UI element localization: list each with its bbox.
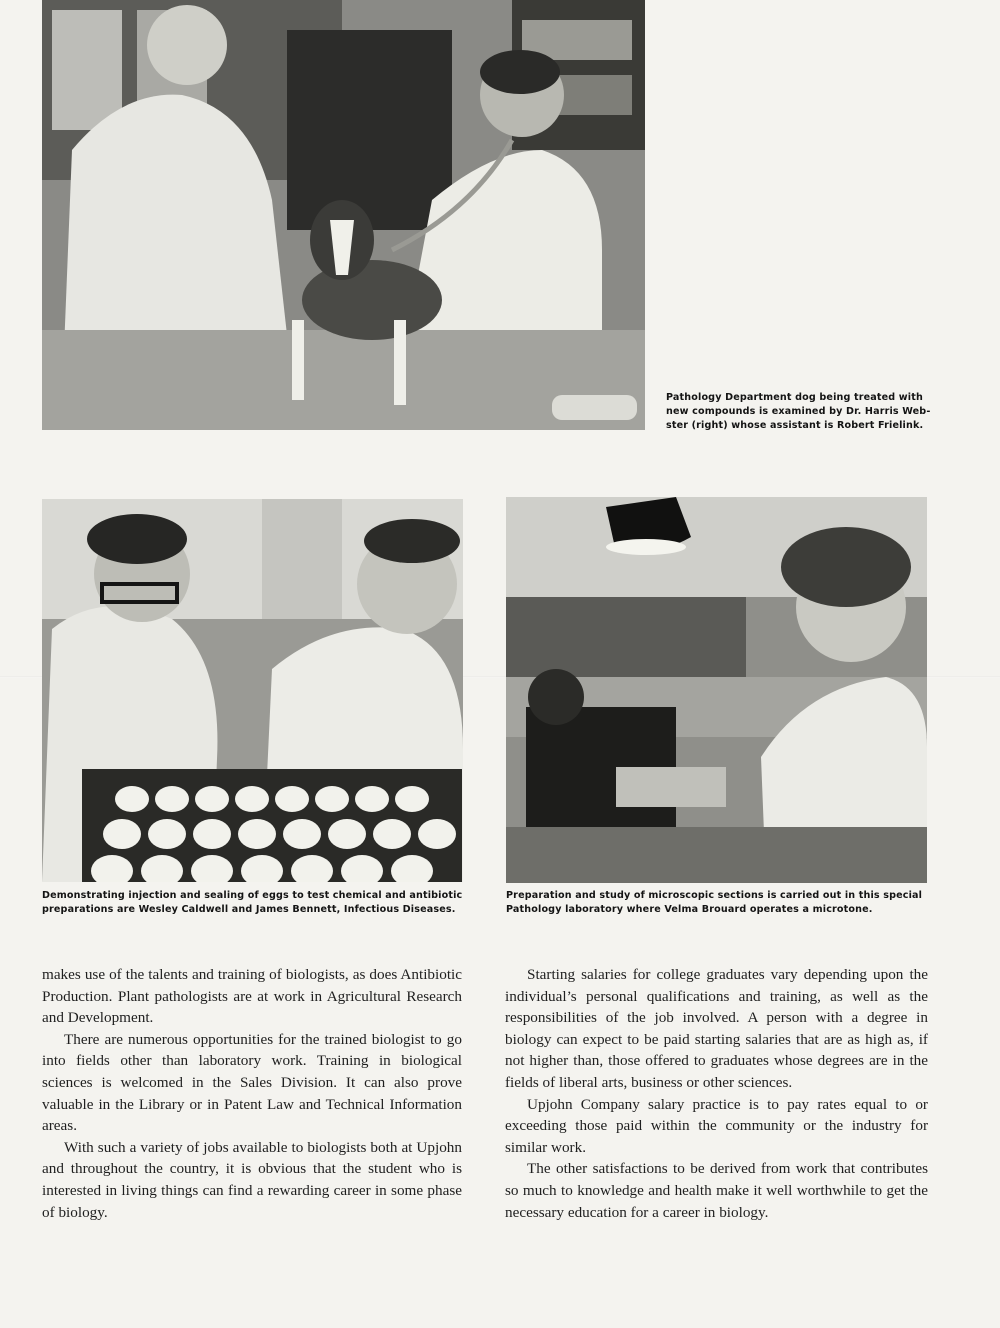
paragraph: makes use of the talents and training of biologists, as does Antibiotic Production. Plant pathologists are at work in Agricultural Research and Development. <box>42 966 462 1027</box>
caption-line: Pathology Department dog being treated with <box>666 392 923 403</box>
paragraph: With such a variety of jobs available to biologists both at Upjohn and throughout the country, it is obvious that the student who is interested in living things can find a rewarding career in some phase of biology. <box>42 1138 462 1221</box>
caption-line: preparations are Wesley Caldwell and James Bennett, Infectious Diseases. <box>42 904 456 915</box>
caption-line: ster (right) whose assistant is Robert Frielink. <box>666 420 924 431</box>
paragraph: Upjohn Company salary practice is to pay rates equal to or exceeding those paid within the community or the industry for similar work. <box>505 1095 928 1156</box>
microtome-photo-caption <box>506 889 946 917</box>
microtome-photo <box>506 497 927 883</box>
caption-line: new compounds is examined by Dr. Harris Web- <box>666 406 931 417</box>
body-text-right-column <box>505 964 928 1223</box>
dog-exam-photo <box>42 0 645 430</box>
dog-photo-caption <box>666 391 956 433</box>
caption-line: Demonstrating injection and sealing of eggs to test chemical and antibiotic <box>42 890 463 901</box>
caption-line: Preparation and study of microscopic sections is carried out in this special <box>506 890 923 901</box>
egg-injection-photo <box>42 499 463 882</box>
paragraph: The other satisfactions to be derived from work that contributes so much to knowledge and health make it well worthwhile to get the necessary education for a career in biology. <box>505 1160 928 1221</box>
paragraph: Starting salaries for college graduates vary depending upon the individual’s personal qualifications and training, as well as the responsibilities of the job involved. A person with a degree in biology can expect to be paid starting salaries that are as high as, if not higher than, those offered to graduates whose degrees are in the fields of liberal arts, business or other sciences. <box>505 966 928 1091</box>
caption-line: Pathology laboratory where Velma Brouard operates a microtone. <box>506 904 873 915</box>
paragraph: There are numerous opportunities for the trained biologist to go into fields other than laboratory work. Training in biological sciences is welcomed in the Sales Division. It can also prove valuable in the Library or in Patent Law and Technical Information areas. <box>42 1030 462 1135</box>
body-text-left-column <box>42 964 462 1223</box>
egg-photo-caption <box>42 889 482 917</box>
